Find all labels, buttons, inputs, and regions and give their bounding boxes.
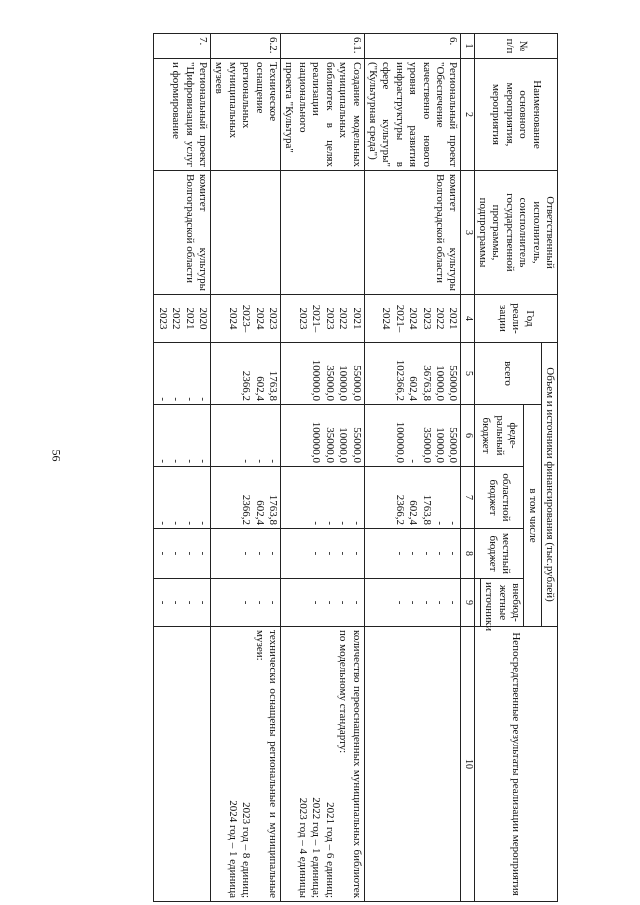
federal-value: 55000,0: [350, 427, 363, 463]
table-row: [364, 34, 461, 902]
local-value: -: [170, 551, 183, 556]
year-value: 2021: [350, 307, 363, 330]
regional-value: 602,4: [253, 500, 266, 525]
row-number: 7.: [154, 34, 211, 59]
local-value: [225, 532, 238, 575]
local-value: -: [240, 551, 253, 556]
extra-value: -: [323, 600, 336, 605]
federal-value: 10000,0: [433, 427, 446, 463]
years: [154, 295, 211, 343]
federal-value: [379, 408, 392, 463]
regional-value: -: [337, 521, 350, 525]
local-cell: [281, 529, 364, 579]
header-num: № п/п: [474, 34, 557, 59]
federal-cell: [364, 405, 461, 467]
total-value: 2366,2: [240, 370, 253, 401]
year-value: 2023: [267, 307, 280, 330]
local-value: -: [197, 551, 210, 556]
local-value: -: [253, 551, 266, 556]
row-number: 6.2.: [211, 34, 281, 59]
header-name: Наименование основного мероприятия, мероприятия: [474, 59, 557, 171]
local-value: -: [407, 551, 420, 556]
header-regional: областной бюджет: [474, 467, 524, 529]
activity-name: Создание модельных муниципальных библиотек в целях реализации национального проекта "Культура": [281, 59, 364, 171]
year-value: 2022: [433, 307, 446, 330]
local-value: -: [323, 551, 336, 556]
total-value: 602,4: [253, 376, 266, 401]
year-value: 2022: [170, 307, 183, 330]
header-years: Год реали-зации: [474, 295, 557, 343]
year-value: 2023: [296, 307, 309, 330]
result-line: 2023 год – 8 единиц;: [240, 802, 253, 899]
local-value: -: [310, 551, 323, 556]
total-value: 10000,0: [337, 365, 350, 401]
regional-value: -: [170, 521, 183, 525]
regional-value: 2366,2: [393, 494, 406, 525]
result-line: количество переоснащенных муниципальных библиотек по модельному стандарту:: [337, 630, 363, 899]
header-federal: феде-ральный бюджет: [474, 405, 524, 467]
extra-value: -: [350, 600, 363, 605]
total-value: 10000,0: [433, 365, 446, 401]
header-extra: внебюд-жетные источники: [480, 579, 524, 627]
col-number: 4: [461, 295, 474, 343]
extra-value: -: [407, 600, 420, 605]
regional-value: -: [310, 521, 323, 525]
extra-value: -: [393, 600, 406, 605]
extra-value: -: [170, 600, 183, 605]
total-cell: [154, 343, 211, 405]
col-number: 6: [461, 405, 474, 467]
column-numbers-row: [461, 34, 474, 902]
federal-value: 35000,0: [420, 427, 433, 463]
federal-cell: [211, 405, 281, 467]
extra-value: -: [420, 600, 433, 605]
total-value: 55000,0: [350, 365, 363, 401]
total-value: 602,4: [407, 376, 420, 401]
year-value: 2023: [156, 307, 169, 330]
extra-value: -: [240, 600, 253, 605]
col-number: 3: [461, 171, 474, 295]
total-value: 1763,8: [267, 370, 280, 401]
extra-value: -: [197, 600, 210, 605]
header-incl: в том числе: [524, 405, 541, 627]
result-line: 2023 год – 4 единицы: [296, 797, 309, 899]
year-value: 2021–: [310, 304, 323, 333]
total-value: [379, 346, 392, 401]
extra-cell: [364, 579, 461, 627]
year-value: 2024: [253, 307, 266, 330]
regional-cell: [154, 467, 211, 529]
federal-cell: [154, 405, 211, 467]
federal-value: [225, 408, 238, 463]
extra-cell: [211, 579, 281, 627]
federal-value: 55000,0: [447, 427, 460, 463]
local-value: -: [433, 551, 446, 556]
extra-value: -: [337, 600, 350, 605]
regional-value: 1763,8: [267, 494, 280, 525]
regional-cell: [281, 467, 364, 529]
regional-cell: [211, 467, 281, 529]
total-value: 102366,2: [393, 359, 406, 401]
finance-table: [153, 33, 558, 902]
local-value: -: [393, 551, 406, 556]
extra-value: [296, 582, 309, 623]
result-cell: [281, 627, 364, 902]
year-value: 2023: [323, 307, 336, 330]
local-value: -: [350, 551, 363, 556]
header-executor: Ответственный исполнитель, соисполнитель государственной программы, подпрограммы: [474, 171, 557, 295]
total-value: -: [170, 397, 183, 401]
federal-value: [296, 408, 309, 463]
local-value: [379, 532, 392, 575]
regional-value: 2366,2: [240, 494, 253, 525]
regional-value: -: [183, 521, 196, 525]
total-value: -: [183, 397, 196, 401]
total-value: 100000,0: [310, 359, 323, 401]
total-value: -: [197, 397, 210, 401]
extra-value: [225, 582, 238, 623]
regional-value: -: [197, 521, 210, 525]
header-local: местный бюджет: [474, 529, 524, 579]
extra-value: -: [253, 600, 266, 605]
header-results: Непосредственные результаты реализации мероприятия: [474, 627, 557, 902]
federal-value: 100000,0: [310, 421, 323, 463]
executor: [211, 171, 281, 295]
header-finance: Объем и источники финансирования (тыс.рублей): [541, 343, 557, 627]
total-value: 35000,0: [323, 365, 336, 401]
regional-value: [225, 470, 238, 525]
result-line: 2021 год – 6 единиц;: [323, 802, 336, 899]
extra-cell: [281, 579, 364, 627]
regional-cell: [364, 467, 461, 529]
regional-value: -: [447, 521, 460, 525]
col-number: 8: [461, 529, 474, 579]
total-value: -: [156, 397, 169, 401]
activity-name: Техническое оснащение региональных муниципальных музеев: [211, 59, 281, 171]
col-number: 1: [461, 34, 474, 59]
total-value: [225, 346, 238, 401]
total-value: [296, 346, 309, 401]
extra-cell: [154, 579, 211, 627]
extra-value: -: [310, 600, 323, 605]
federal-value: 35000,0: [323, 427, 336, 463]
table-row: [211, 34, 281, 902]
regional-value: [379, 470, 392, 525]
federal-cell: [281, 405, 364, 467]
regional-value: 1763,8: [420, 494, 433, 525]
col-number: 2: [461, 59, 474, 171]
federal-value: -: [170, 459, 183, 463]
result-cell: [154, 627, 211, 902]
local-cell: [364, 529, 461, 579]
local-value: -: [337, 551, 350, 556]
activity-name: Региональный проект "Обеспечение качественно нового уровня развития инфраструктуры в сфере культуры" ("Культурная среда"): [364, 59, 461, 171]
col-number: 7: [461, 467, 474, 529]
years: [211, 295, 281, 343]
result-cell: [364, 627, 461, 902]
col-number: 9: [461, 579, 474, 627]
federal-value: -: [253, 459, 266, 463]
total-cell: [281, 343, 364, 405]
local-value: [296, 532, 309, 575]
regional-value: -: [323, 521, 336, 525]
regional-value: [296, 470, 309, 525]
extra-value: -: [183, 600, 196, 605]
year-value: 2023–: [240, 304, 253, 333]
extra-value: -: [433, 600, 446, 605]
executor: комитет культуры Волгоградской области: [364, 171, 461, 295]
year-value: 2021–: [393, 304, 406, 333]
federal-value: -: [407, 459, 420, 463]
local-value: -: [447, 551, 460, 556]
regional-value: -: [156, 521, 169, 525]
year-value: 2024: [226, 307, 239, 330]
col-number: 5: [461, 343, 474, 405]
extra-value: -: [447, 600, 460, 605]
federal-value: -: [240, 459, 253, 463]
federal-value: -: [197, 459, 210, 463]
result-line: технически оснащены региональные и муниципальные музеи:: [253, 630, 280, 899]
year-value: 2020: [197, 307, 210, 330]
header-total: всего: [474, 343, 541, 405]
regional-value: -: [350, 521, 363, 525]
regional-value: 602,4: [407, 500, 420, 525]
total-cell: [364, 343, 461, 405]
result-cell: [211, 627, 281, 902]
local-cell: [211, 529, 281, 579]
activity-name: Региональный проект "Цифровизация услуг и формирование: [154, 59, 211, 171]
extra-value: -: [156, 600, 169, 605]
year-value: 2023: [420, 307, 433, 330]
federal-value: 10000,0: [337, 427, 350, 463]
extra-value: [379, 582, 392, 623]
table-row: [281, 34, 364, 902]
federal-value: -: [156, 459, 169, 463]
result-line: 2024 год – 1 единица: [226, 800, 239, 899]
table-row: [154, 34, 211, 902]
local-value: -: [267, 551, 280, 556]
result-line: 2022 год – 1 единица;: [310, 797, 323, 899]
col-number: 10: [461, 627, 474, 902]
federal-value: -: [183, 459, 196, 463]
row-number: 6.: [364, 34, 461, 59]
years: [364, 295, 461, 343]
local-value: -: [420, 551, 433, 556]
local-value: -: [156, 551, 169, 556]
year-value: 2021: [447, 307, 460, 330]
year-value: 2024: [407, 307, 420, 330]
years: [281, 295, 364, 343]
executor: [281, 171, 364, 295]
executor: комитет культуры Волгоградской области: [154, 171, 211, 295]
row-number: 6.1.: [281, 34, 364, 59]
regional-value: -: [433, 521, 446, 525]
year-value: 2022: [337, 307, 350, 330]
local-value: -: [183, 551, 196, 556]
federal-value: 100000,0: [393, 421, 406, 463]
total-value: 55000,0: [447, 365, 460, 401]
total-value: 36763,8: [420, 365, 433, 401]
total-cell: [211, 343, 281, 405]
local-cell: [154, 529, 211, 579]
year-value: 2024: [380, 307, 393, 330]
page-number: 56: [49, 449, 64, 462]
year-value: 2021: [183, 307, 196, 330]
federal-value: -: [267, 459, 280, 463]
extra-value: -: [267, 600, 280, 605]
